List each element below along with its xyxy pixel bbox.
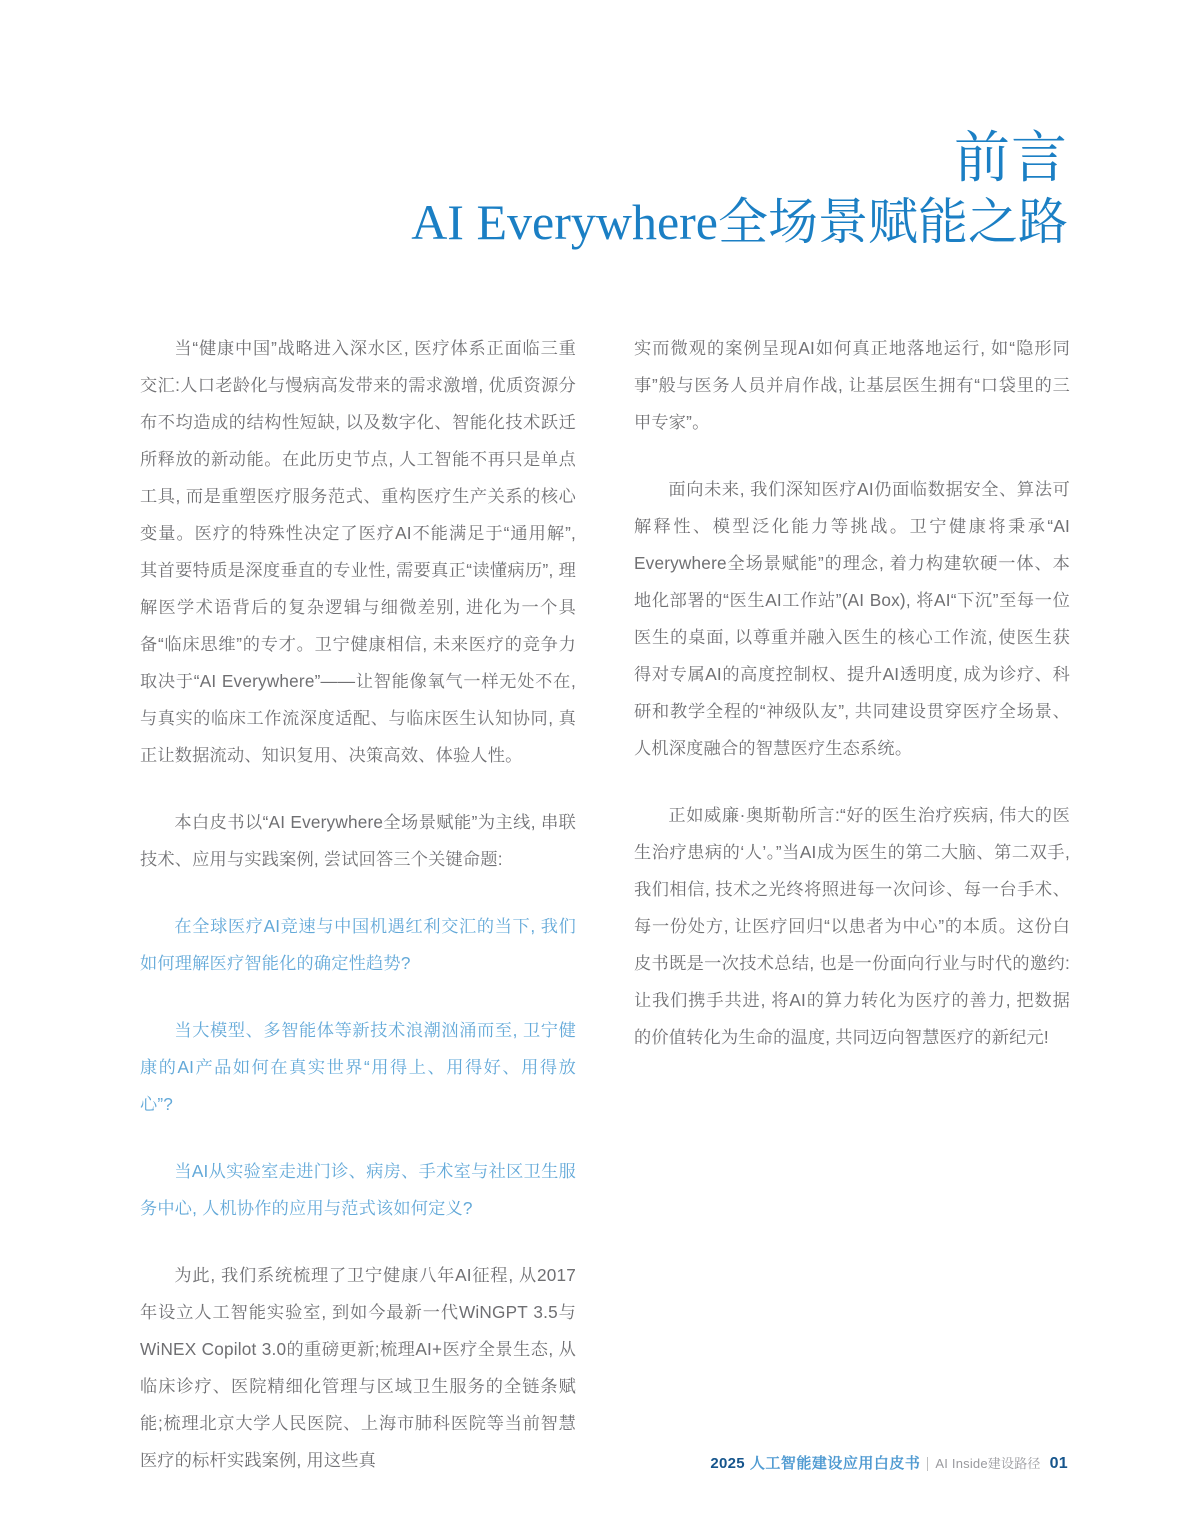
paragraph: 当“健康中国”战略进入深水区, 医疗体系正面临三重交汇:人口老龄化与慢病高发带来的需求激增, 优质资源分布不均造成的结构性短缺, 以及数字化、智能化技术跃迁所释放的新动能。在此历史节点, 人工智能不再只是单点工具, 而是重塑医疗服务范式、重构医疗生产关系的核心变量。医疗的特殊性决定了医疗AI不能满足于“通用解”, 其首要特质是深度垂直的专业性, 需要真正“读懂病历”, 理解医学术语背后的复杂逻辑与细微差别, 进化为一个具备“临床思维”的专才。卫宁健康相信, 未来医疗的竞争力取决于“AI Everywhere”——让智能像氧气一样无处不在, 与真实的临床工作流深度适配、与临床医生认知协同, 真正让数据流动、知识复用、决策高效、体验人性。 (140, 338, 576, 765)
page-subtitle: AI Everywhere全场景赋能之路 (411, 194, 1068, 250)
column-right (634, 330, 1070, 1479)
paragraph: 为此, 我们系统梳理了卫宁健康八年AI征程, 从2017年设立人工智能实验室, 到如今最新一代WiNGPT 3.5与WiNEX Copilot 3.0的重磅更新;梳理AI+医疗全景生态, 从临床诊疗、医院精细化管理与区域卫生服务的全链条赋能;梳理北京大学人民医院、上海市肺科医院等当前智慧医疗的标杆实践案例, 用这些真 (140, 1265, 576, 1470)
paragraph: 面向未来, 我们深知医疗AI仍面临数据安全、算法可解释性、模型泛化能力等挑战。卫宁健康将秉承“AI Everywhere全场景赋能”的理念, 着力构建软硬一体、本地化部署的“医生AI工作站”(AI Box), 将AI“下沉”至每一位医生的桌面, 以尊重并融入医生的核心工作流, 使医生获得对专属AI的高度控制权、提升AI透明度, 成为诊疗、科研和教学全程的“神级队友”, 共同建设贯穿医疗全场景、人机深度融合的智慧医疗生态系统。 (634, 479, 1070, 758)
footer-book-title: 人工智能建设应用白皮书 (749, 1455, 921, 1472)
article-columns (140, 330, 1070, 1479)
page-title-block (140, 128, 1068, 252)
paragraph: 本白皮书以“AI Everywhere全场景赋能”为主线, 串联技术、应用与实践案例, 尝试回答三个关键命题: (140, 812, 576, 869)
footer-separator (927, 1457, 928, 1471)
footer-year: 2025 (710, 1455, 745, 1472)
page-footer (0, 1452, 1068, 1473)
page-title: 前言 (954, 128, 1068, 190)
column-left (140, 330, 576, 1479)
paragraph-question-3: 当AI从实验室走进门诊、病房、手术室与社区卫生服务中心, 人机协作的应用与范式该如何定义? (140, 1161, 576, 1218)
paragraph-continuation: 实而微观的案例呈现AI如何真正地落地运行, 如“隐形同事”般与医务人员并肩作战, 让基层医生拥有“口袋里的三甲专家”。 (634, 338, 1070, 432)
paragraph: 正如威廉·奥斯勒所言:“好的医生治疗疾病, 伟大的医生治疗患病的‘人’。”当AI成为医生的第二大脑、第二双手, 我们相信, 技术之光终将照进每一次问诊、每一台手术、每一份处方, 让医疗回归“以患者为中心”的本质。这份白皮书既是一次技术总结, 也是一份面向行业与时代的邀约:让我们携手共进, 将AI的算力转化为医疗的善力, 把数据的价值转化为生命的温度, 共同迈向智慧医疗的新纪元! (634, 805, 1070, 1047)
paragraph-question-2: 当大模型、多智能体等新技术浪潮汹涌而至, 卫宁健康的AI产品如何在真实世界“用得上、用得好、用得放心”? (140, 1020, 576, 1114)
paragraph-question-1: 在全球医疗AI竞速与中国机遇红利交汇的当下, 我们如何理解医疗智能化的确定性趋势? (140, 916, 576, 973)
footer-section-path: AI Inside建设路径 (935, 1456, 1041, 1471)
footer-page-number: 01 (1049, 1455, 1068, 1472)
